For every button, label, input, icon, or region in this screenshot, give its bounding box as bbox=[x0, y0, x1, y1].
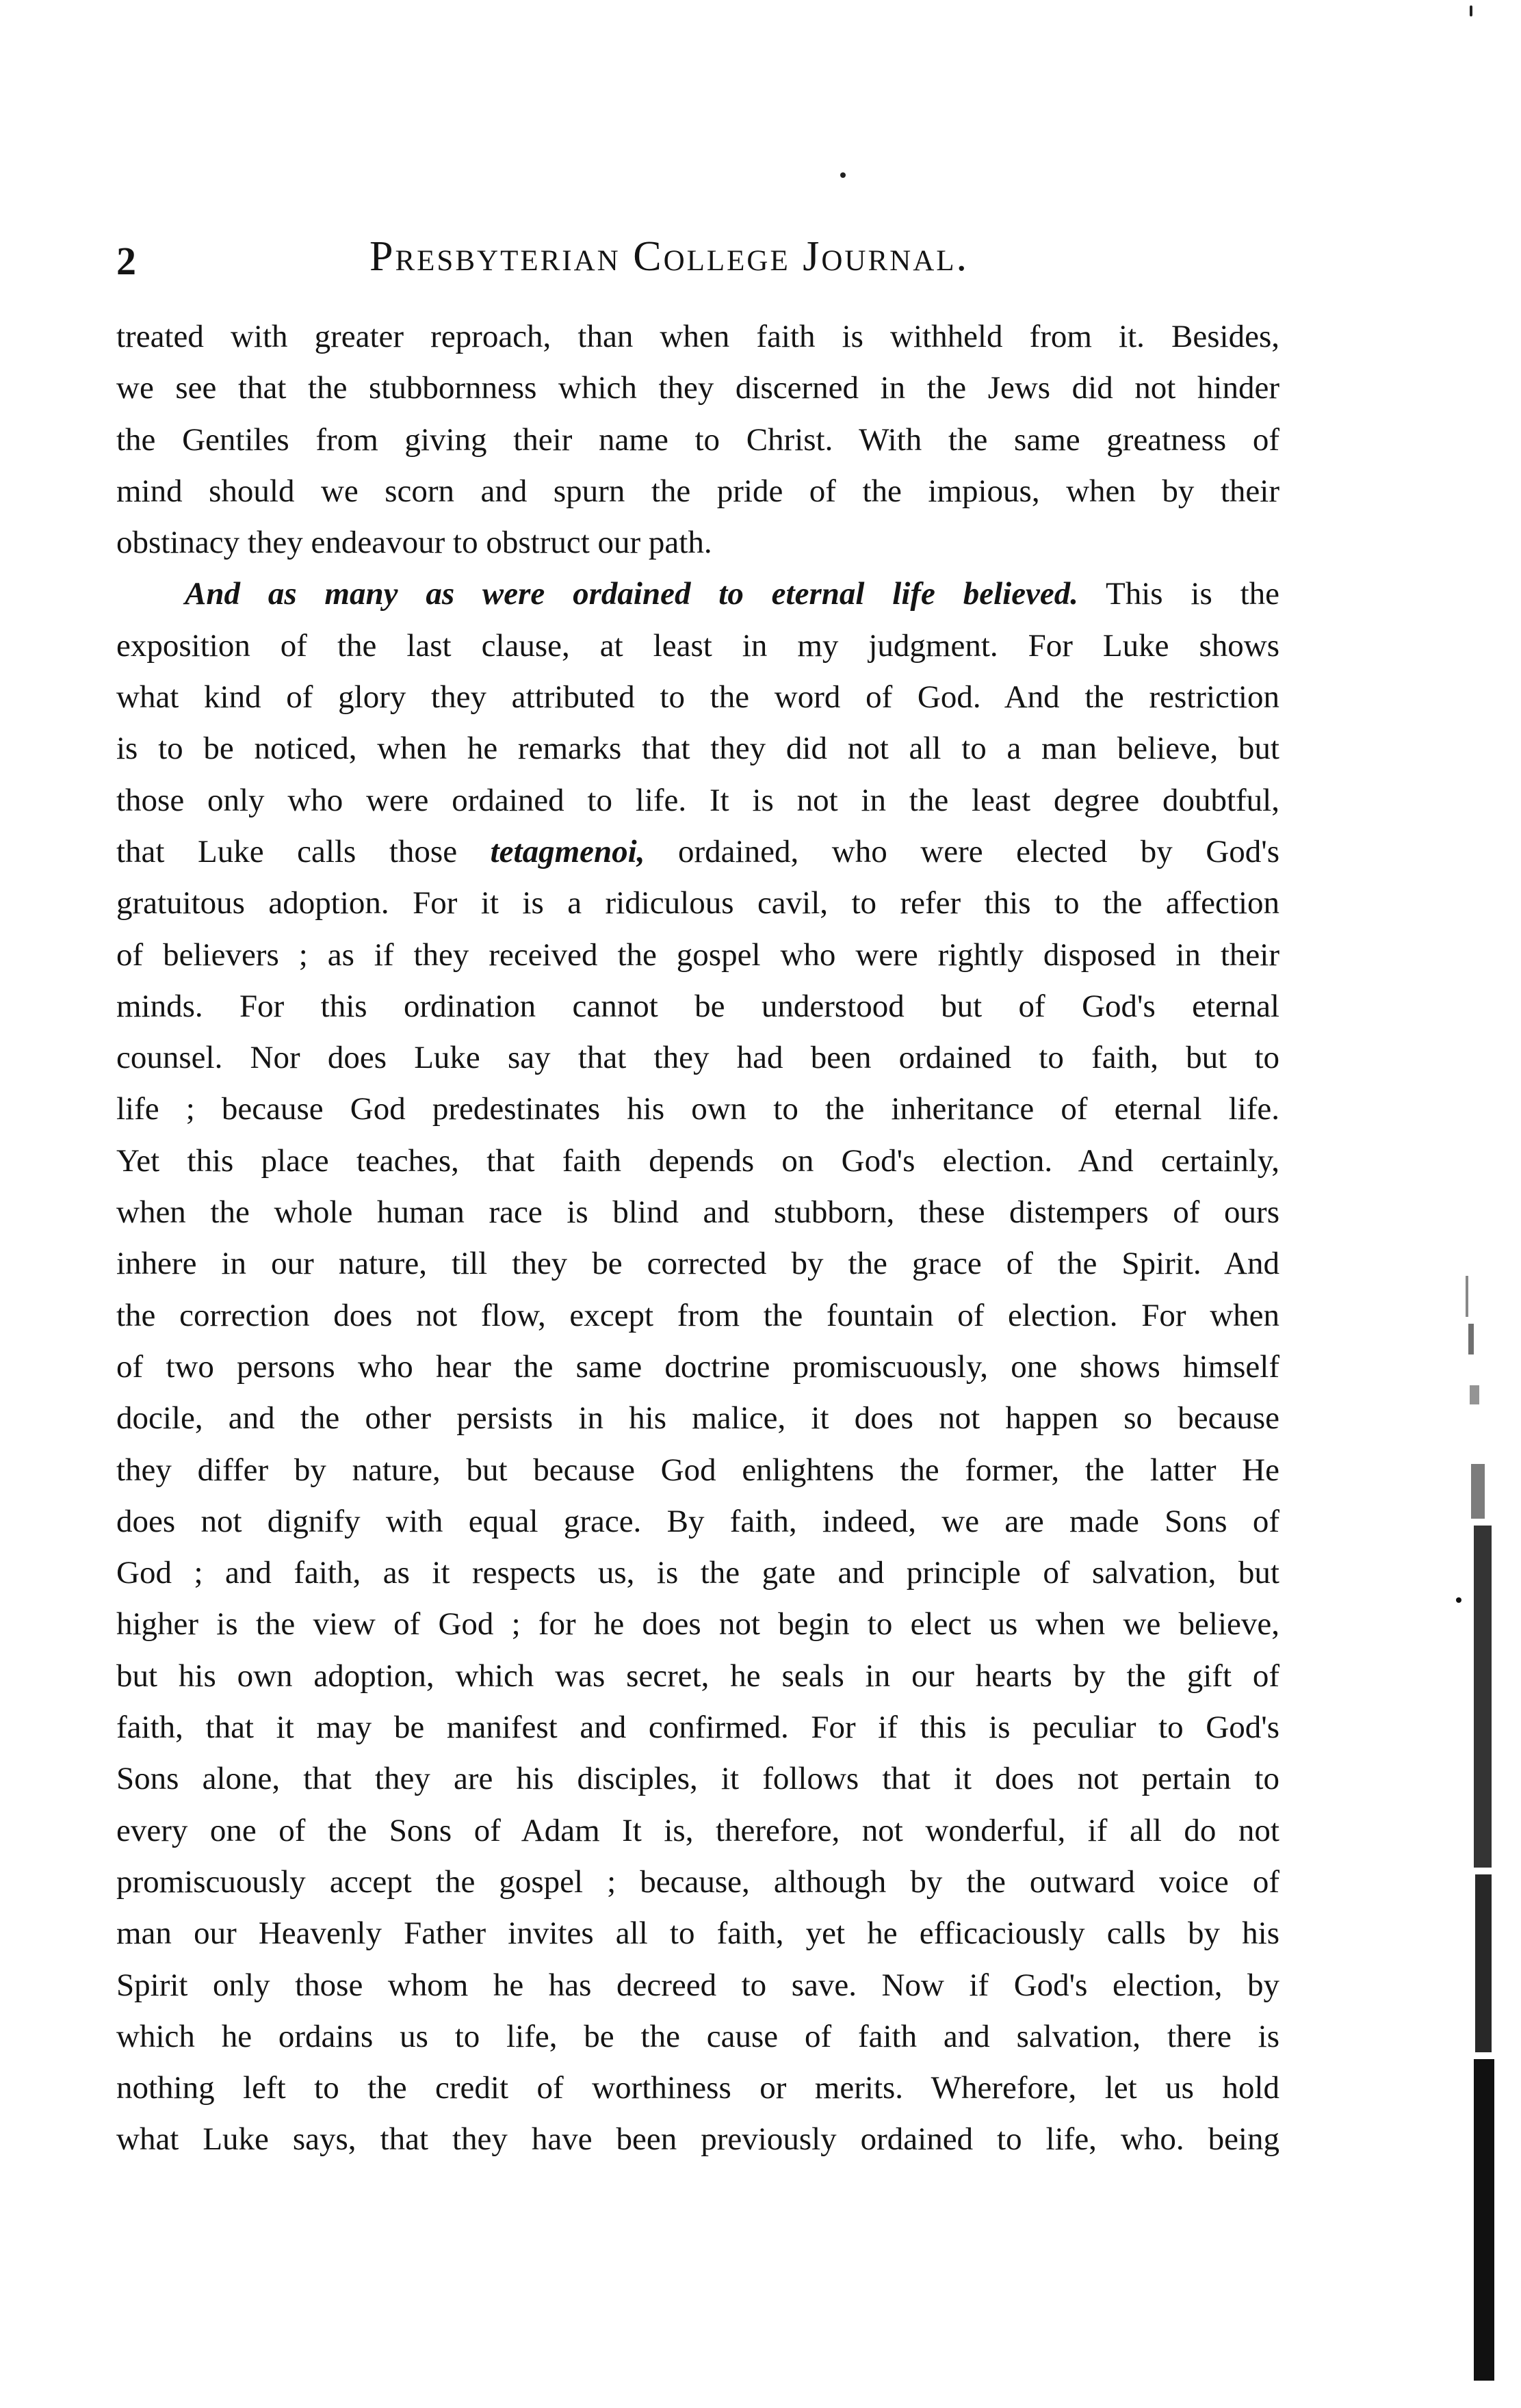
text-line: higher is the view of God ; for he does not begin to elect us when we believe, bbox=[116, 1606, 1279, 1643]
edge-binding bbox=[1474, 1526, 1492, 1868]
text-line: docile, and the other persists in his malice, it does not happen so because bbox=[116, 1400, 1279, 1437]
text-span: This is the bbox=[1078, 576, 1279, 612]
edge-speck bbox=[1470, 1385, 1479, 1404]
edge-binding bbox=[1474, 2059, 1494, 2381]
text-line: Yet this place teaches, that faith depends on God's election. And certainly, bbox=[116, 1142, 1279, 1179]
edge-speck bbox=[1471, 1464, 1485, 1519]
text-span: that Luke calls those bbox=[116, 833, 491, 869]
text-line: gratuitous adoption. For it is a ridiculous cavil, to refer this to the affection bbox=[116, 885, 1279, 921]
text-line: the Gentiles from giving their name to Christ. With the same greatness of bbox=[116, 421, 1279, 458]
text-line: does not dignify with equal grace. By faith, indeed, we are made Sons of bbox=[116, 1503, 1279, 1539]
paragraph bbox=[116, 568, 1279, 2165]
text-line bbox=[116, 568, 1279, 620]
page-header bbox=[116, 233, 1279, 294]
text-line: is to be noticed, when he remarks that they did not all to a man believe, but bbox=[116, 731, 1279, 767]
text-line: Spirit only those whom he has decreed to save. Now if God's election, by bbox=[116, 1967, 1279, 2003]
text-line: mind should we scorn and spurn the pride of the impious, when by their bbox=[116, 473, 1279, 509]
text-line: which he ordains us to life, be the cause of faith and salvation, there is bbox=[116, 2018, 1279, 2054]
text-line: the correction does not flow, except from the fountain of election. For when bbox=[116, 1297, 1279, 1333]
text-span: ordained, who were elected by God's bbox=[645, 833, 1280, 869]
text-line: minds. For this ordination cannot be understood but of God's eternal bbox=[116, 988, 1279, 1024]
text-line: we see that the stubbornness which they discerned in the Jews did not hinder bbox=[116, 370, 1279, 406]
text-line: those only who were ordained to life. It is not in the least degree doubtful, bbox=[116, 782, 1279, 818]
text-line: Sons alone, that they are his disciples, it follows that it does not pertain to bbox=[116, 1761, 1279, 1797]
text-line: when the whole human race is blind and stubborn, these distempers of ours bbox=[116, 1194, 1279, 1231]
text-line bbox=[116, 826, 1279, 878]
text-line: God ; and faith, as it respects us, is the gate and principle of salvation, but bbox=[116, 1555, 1279, 1591]
edge-binding bbox=[1475, 1874, 1492, 2052]
text-line: but his own adoption, which was secret, he seals in our hearts by the gift of bbox=[116, 1658, 1279, 1694]
text-line: of believers ; as if they received the gospel who were rightly disposed in their bbox=[116, 937, 1279, 973]
edge-speck bbox=[1456, 1597, 1461, 1603]
page-number: 2 bbox=[116, 239, 136, 283]
text-line: what Luke says, that they have been previously ordained to life, who. being bbox=[116, 2121, 1279, 2158]
body-text bbox=[116, 311, 1279, 2166]
text-line: man our Heavenly Father invites all to faith, yet he efficaciously calls by his bbox=[116, 1915, 1279, 1952]
page-edge-shadow bbox=[1451, 0, 1521, 2408]
text-line: what kind of glory they attributed to the word of God. And the restriction bbox=[116, 679, 1279, 716]
running-head: Presbyterian College Journal. bbox=[369, 233, 970, 280]
text-line: treated with greater reproach, than when faith is withheld from it. Besides, bbox=[116, 319, 1279, 354]
text-line: faith, that it may be manifest and confirmed. For if this is peculiar to God's bbox=[116, 1710, 1279, 1746]
text-line: promiscuously accept the gospel ; because, although by the outward voice of bbox=[116, 1863, 1279, 1900]
greek-term: tetagmenoi, bbox=[490, 833, 645, 869]
edge-speck bbox=[1466, 1276, 1468, 1317]
scripture-quote: And as many as were ordained to eternal life believed. bbox=[185, 576, 1079, 612]
text-line: they differ by nature, but because God enlightens the former, the latter He bbox=[116, 1452, 1279, 1488]
text-line: obstinacy they endeavour to obstruct our path. bbox=[116, 525, 712, 561]
text-line: nothing left to the credit of worthiness or merits. Wherefore, let us hold bbox=[116, 2070, 1279, 2106]
text-line: inhere in our nature, till they be corrected by the grace of the Spirit. And bbox=[116, 1246, 1279, 1282]
text-line: life ; because God predestinates his own to the inheritance of eternal life. bbox=[116, 1091, 1279, 1127]
text-line: every one of the Sons of Adam It is, therefore, not wonderful, if all do not bbox=[116, 1812, 1279, 1848]
paragraph bbox=[116, 311, 1279, 568]
text-line: exposition of the last clause, at least in my judgment. For Luke shows bbox=[116, 627, 1279, 664]
print-speck bbox=[840, 172, 846, 178]
text-line: of two persons who hear the same doctrine promiscuously, one shows himself bbox=[116, 1348, 1279, 1385]
edge-speck bbox=[1468, 1324, 1474, 1354]
text-line: counsel. Nor does Luke say that they had been ordained to faith, but to bbox=[116, 1040, 1279, 1076]
